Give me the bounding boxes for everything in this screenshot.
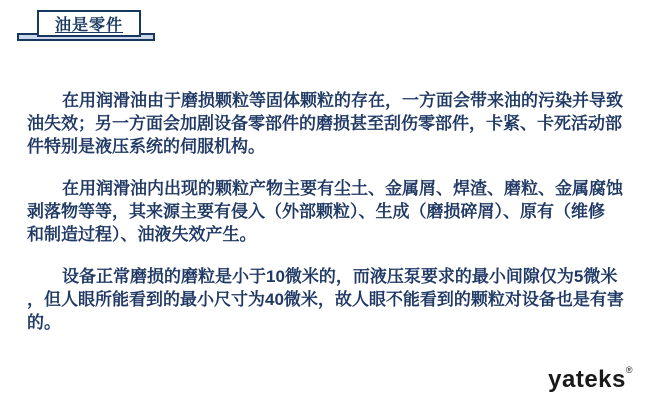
yateks-logo — [548, 366, 633, 392]
text-line: 油失效；另一方面会加剧设备零部件的磨损甚至刮伤零部件，卡紧、卡死活动部 — [27, 114, 622, 133]
body-paragraph-1 — [27, 89, 633, 158]
body-paragraph-3 — [27, 265, 633, 334]
slide-title-box — [37, 10, 141, 37]
text-line: 件特别是液压系统的伺服机构。 — [27, 137, 265, 156]
text-line: 的。 — [27, 313, 61, 332]
slide-title: 油是零件 — [54, 17, 123, 34]
text-line: 设备正常磨损的磨粒是小于10微米的，而液压泵要求的最小间隙仅为5微米 — [62, 267, 618, 286]
text-line: 在用润滑油内出现的颗粒产物主要有尘土、金属屑、焊渣、磨粒、金属腐蚀 — [62, 179, 623, 198]
body-text — [27, 89, 633, 353]
text-line: 剥落物等等，其来源主要有侵入（外部颗粒）、生成（磨损碎屑）、原有（维修 — [27, 202, 605, 221]
text-line: ，但人眼所能看到的最小尺寸为40微米，故人眼不能看到的颗粒对设备也是有害 — [27, 290, 624, 309]
text-line: 在用润滑油由于磨损颗粒等固体颗粒的存在，一方面会带来油的污染并导致 — [62, 91, 623, 110]
body-paragraph-2 — [27, 177, 633, 246]
logo-text: yateks — [548, 366, 626, 393]
text-line: 和制造过程）、油液失效产生。 — [27, 225, 257, 244]
registered-trademark-symbol: ® — [625, 365, 633, 375]
